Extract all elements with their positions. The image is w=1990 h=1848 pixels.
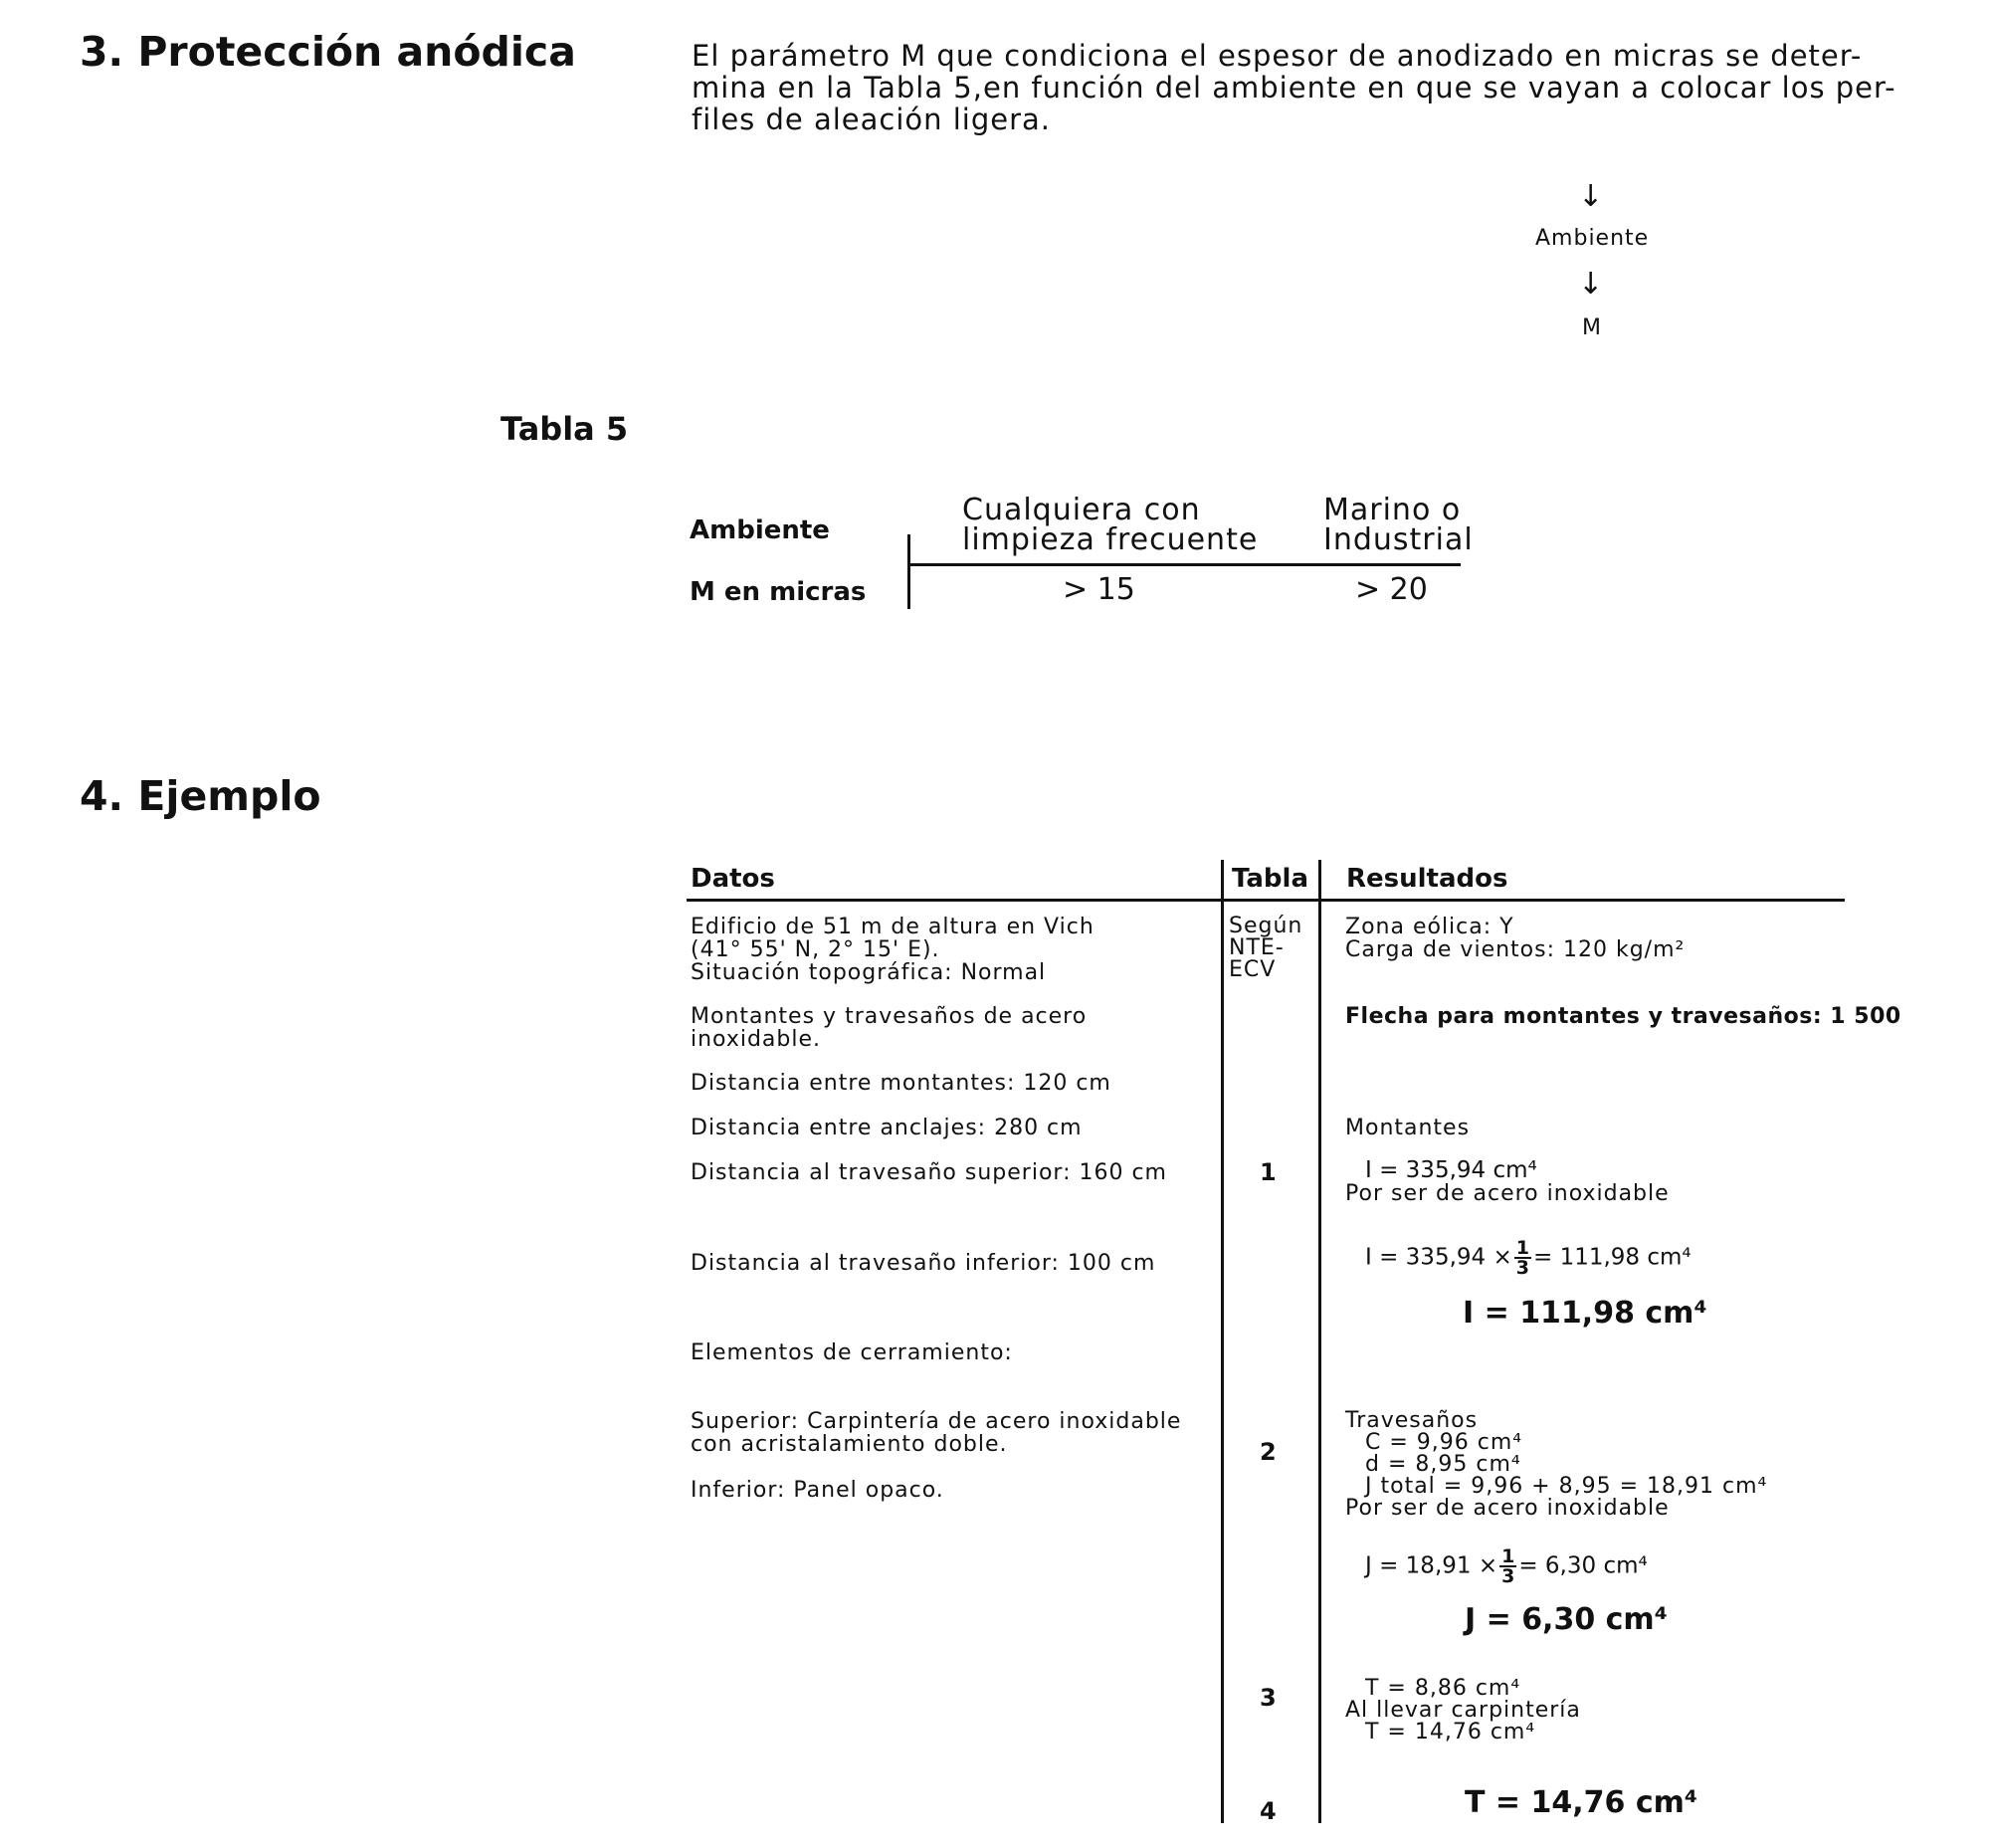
tabla-5-col-2-header: Marino o Industrial — [1323, 493, 1474, 557]
section-4-title: 4. Ejemplo — [80, 772, 321, 820]
tabla-5-vertical-rule — [907, 534, 910, 609]
resultado-t: T = 8,86 cm⁴ Al llevar carpintería T = 14,76 cm⁴ — [1345, 1676, 1581, 1745]
datos-item: Inferior: Panel opaco. — [691, 1478, 944, 1503]
datos-item: Elementos de cerramiento: — [691, 1340, 1013, 1365]
resultado-t-final: T = 14,76 cm⁴ — [1465, 1785, 1698, 1820]
tabla-5-horizontal-rule — [907, 563, 1461, 566]
section-3-title: 3. Protección anódica — [80, 28, 576, 76]
flow-label-ambiente: Ambiente — [1535, 226, 1650, 251]
tabla-5-row-label-m: M en micras — [690, 577, 867, 607]
datos-item: Distancia al travesaño superior: 160 cm — [691, 1160, 1167, 1185]
paragraph-line-1: El parámetro M que condiciona el espesor de anodizado en micras se deter- — [692, 39, 1863, 73]
tabla-5-col-1-header: Cualquiera con limpieza frecuente — [962, 493, 1259, 557]
flow-label-m: M — [1582, 315, 1602, 340]
resultado-i-final: I = 111,98 cm⁴ — [1463, 1296, 1707, 1331]
datos-item: Superior: Carpintería de acero inoxidable con acristalamiento doble. — [691, 1409, 1182, 1457]
header-resultados: Resultados — [1346, 864, 1508, 894]
tabla-5-col-2-value: > 20 — [1355, 572, 1428, 607]
resultado-travesanos: Travesaños C = 9,96 cm⁴ d = 8,95 cm⁴ J total = 9,96 + 8,95 = 18,91 cm⁴ Por ser de acero inoxidable — [1345, 1408, 1768, 1521]
header-tabla: Tabla — [1232, 864, 1308, 894]
tabla-ref-3: 3 — [1260, 1684, 1277, 1712]
datos-item: Distancia al travesaño inferior: 100 cm — [691, 1251, 1156, 1276]
resultado-montantes: Montantes — [1345, 1116, 1471, 1140]
resultado-zona: Zona eólica: Y Carga de vientos: 120 kg/m² — [1345, 915, 1686, 962]
resultado-i2: I = 335,94 × $\frac{1}{3}$ = 111,98 cm⁴ — [1365, 1237, 1692, 1279]
resultado-i1: I = 335,94 cm⁴ — [1365, 1157, 1537, 1183]
resultado-flecha: Flecha para montantes y travesaños: 1 500 — [1345, 1004, 1901, 1029]
header-rule — [687, 899, 1845, 902]
down-arrow-icon: ↓ — [1578, 179, 1604, 214]
paragraph-line-2: mina en la Tabla 5,en función del ambiente en que se vayan a colocar los per- — [692, 71, 1896, 104]
datos-item: Montantes y travesaños de acero inoxidable. — [691, 1004, 1088, 1052]
down-arrow-icon: ↓ — [1578, 267, 1604, 302]
column-rule-1 — [1221, 860, 1224, 1823]
tabla-ref-2: 2 — [1260, 1438, 1277, 1466]
tabla-ref-segun: Según NTE- ECV — [1229, 914, 1303, 982]
resultado-por-ser-1: Por ser de acero inoxidable — [1345, 1181, 1670, 1206]
tabla-5-col-1-value: > 15 — [1063, 572, 1135, 607]
resultado-j: J = 18,91 × $\frac{1}{3}$ = 6,30 cm⁴ — [1365, 1545, 1648, 1587]
column-rule-2 — [1318, 860, 1321, 1823]
tabla-5-title: Tabla 5 — [500, 410, 629, 448]
tabla-5-row-label-ambiente: Ambiente — [690, 515, 830, 545]
datos-item: Edificio de 51 m de altura en Vich (41° 55' N, 2° 15' E). Situación topográfica: Normal — [691, 915, 1094, 985]
fraction: $\frac{1}{3}$ — [1501, 1545, 1515, 1587]
tabla-ref-4: 4 — [1260, 1797, 1277, 1825]
resultado-j-final: J = 6,30 cm⁴ — [1465, 1602, 1668, 1637]
datos-item: Distancia entre montantes: 120 cm — [691, 1071, 1111, 1096]
section-3-paragraph — [692, 40, 1896, 135]
fraction: $\frac{1}{3}$ — [1515, 1237, 1529, 1279]
datos-item: Distancia entre anclajes: 280 cm — [691, 1116, 1083, 1140]
header-datos: Datos — [691, 864, 775, 894]
paragraph-line-3: files de aleación ligera. — [692, 103, 1052, 136]
tabla-ref-1: 1 — [1260, 1158, 1277, 1186]
